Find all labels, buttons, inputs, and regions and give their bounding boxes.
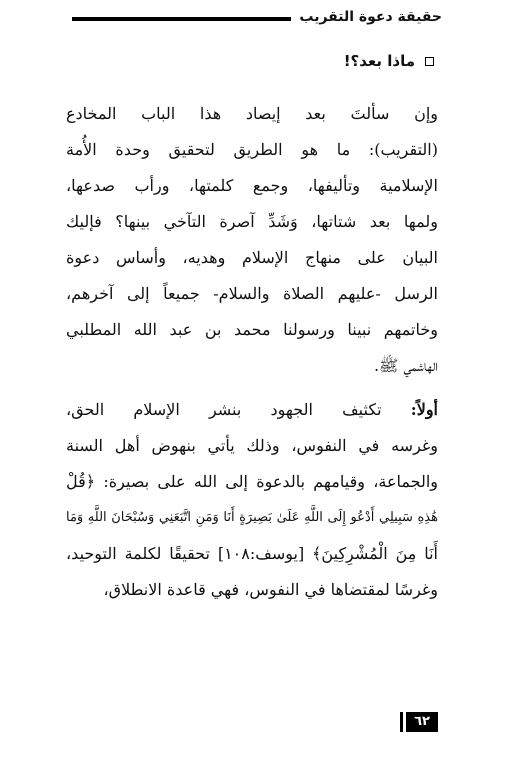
header-rule	[72, 17, 291, 21]
paragraph-first-line	[66, 392, 438, 428]
paragraph-line: أَنَا مِنَ الْمُشْرِكِينَ﴾ [يوسف:١٠٨] تحقيقًا لكلمة التوحيد،	[66, 544, 438, 563]
paragraph-line: الإسلامية وتأليفها، وجمع كلمتها، ورأب صدعها،	[66, 176, 438, 195]
quran-verse-line: هَٰذِهِ سَبِيلِي أَدْعُو إِلَى اللَّهِ عَلَىٰ بَصِيرَةٍ أَنَا وَمَنِ اتَّبَعَنِي وَسُبْحَانَ اللَّهِ وَمَا	[66, 510, 438, 525]
paragraph-line: وخاتمهم نبينا ورسولنا محمد بن عبد الله المطلبي	[66, 320, 439, 339]
paragraph-line: ولمها بعد شتاتها، وَشَدِّ آصرة التآخي بينها؟ فإليك	[66, 212, 438, 231]
section-heading-text: ماذا بعد؟!	[343, 52, 415, 70]
numbered-point-lead: أولاً:	[410, 400, 438, 419]
paragraph-line: والجماعة، وقيامهم بالدعوة إلى الله على بصيرة: ﴿قُلْ	[66, 472, 438, 491]
running-header	[72, 6, 442, 28]
section-heading	[344, 52, 434, 70]
paragraph-line: البيان على منهاج الإسلام وهديه، وأساس دعوة	[66, 248, 438, 267]
footer-tick	[400, 712, 403, 732]
paragraph-line: وغرسه في النفوس، وذلك يأتي بنهوض أهل السنة	[66, 436, 438, 455]
paragraph-line: وغرسًا لمقتضاها في النفوس، فهي قاعدة الانطلاق،	[103, 580, 438, 599]
page-number: ٦٢	[406, 712, 438, 732]
paragraph-first-line-rest: تكثيف الجهود بنشر الإسلام الحق،	[66, 400, 411, 419]
paragraph-line: الهاشمي ﷺ.	[373, 356, 438, 375]
paragraph-line: الرسل -عليهم الصلاة والسلام- جميعاً إلى آخرهم،	[66, 284, 438, 303]
paragraph-line: وإن سألتَ بعد إيصاد هذا الباب المخادع	[66, 104, 438, 123]
running-header-title: حقيقة دعوة التقريب	[299, 9, 442, 25]
square-bullet-icon	[425, 57, 434, 66]
paragraph-gap	[66, 384, 438, 392]
paragraph-line: (التقريب): ما هو الطريق لتحقيق وحدة الأُمة	[66, 140, 438, 159]
page-footer	[400, 712, 438, 732]
body-text	[66, 96, 438, 608]
